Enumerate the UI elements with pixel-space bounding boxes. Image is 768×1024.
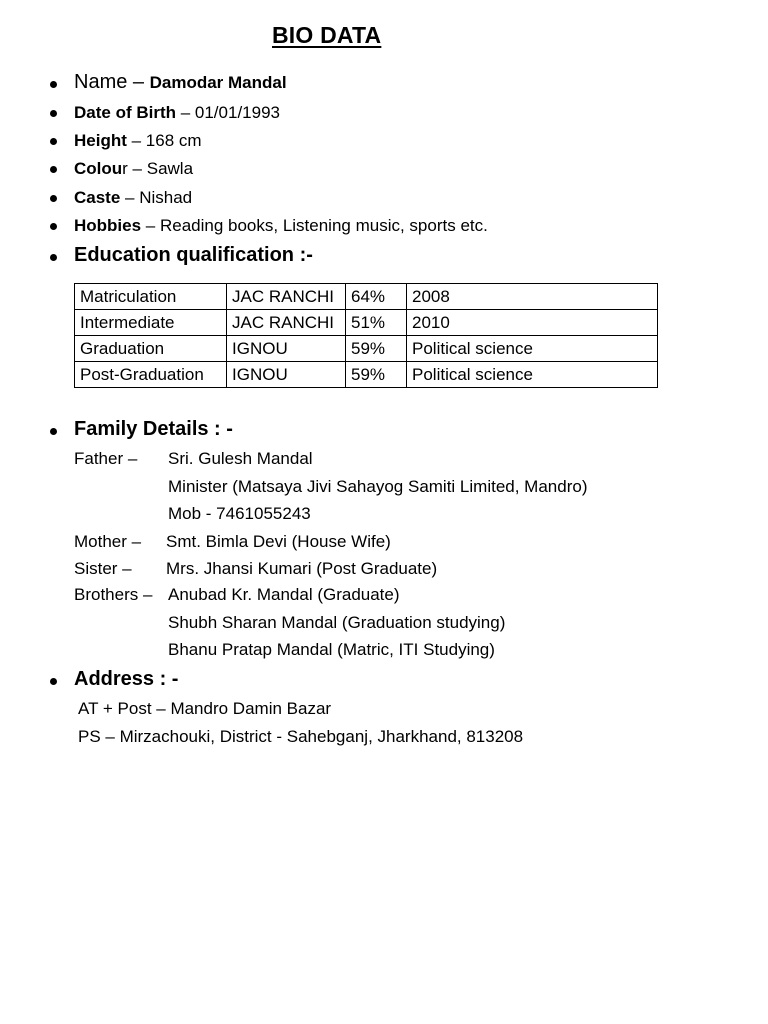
table-cell: Political science (407, 362, 658, 388)
name-separator: – (127, 71, 150, 93)
table-cell: Political science (407, 336, 658, 362)
table-row (75, 310, 658, 336)
bullet-icon (50, 428, 57, 435)
name-row (74, 71, 287, 94)
table-cell: Graduation (75, 336, 227, 362)
colour-label: Colou (74, 159, 123, 178)
brothers-label: Brothers – (74, 585, 153, 604)
table-cell: 51% (346, 310, 407, 336)
table-cell: IGNOU (227, 362, 346, 388)
height-value: – 168 cm (126, 131, 202, 150)
hobbies-label: Hobbies (74, 216, 142, 235)
table-cell: 2008 (407, 284, 658, 310)
sister-name: Mrs. Jhansi Kumari (Post Graduate) (166, 559, 438, 578)
mother-name: Smt. Bimla Devi (House Wife) (166, 532, 391, 551)
dob-value: – 01/01/1993 (176, 103, 280, 122)
caste-row (74, 188, 192, 208)
table-cell: Post-Graduation (75, 362, 227, 388)
bullet-icon (50, 678, 57, 685)
page-title: BIO DATA (272, 22, 382, 48)
hobbies-row (74, 216, 488, 236)
name-value: Damodar Mandal (149, 73, 287, 92)
height-row (74, 131, 202, 151)
address-heading: Address : - (74, 668, 179, 690)
education-table (74, 283, 658, 388)
father-label: Father – (74, 449, 138, 468)
sister-label: Sister – (74, 559, 132, 578)
address-line: PS – Mirzachouki, District - Sahebganj, Jharkhand, 813208 (78, 727, 524, 746)
mother-label: Mother – (74, 532, 142, 551)
table-cell: JAC RANCHI (227, 310, 346, 336)
table-cell: 64% (346, 284, 407, 310)
table-row (75, 362, 658, 388)
bullet-icon (50, 254, 57, 261)
education-heading: Education qualification :- (74, 244, 313, 266)
table-cell: IGNOU (227, 336, 346, 362)
bullet-icon (50, 223, 57, 230)
bullet-icon (50, 110, 57, 117)
bullet-icon (50, 81, 57, 88)
height-label: Height (74, 131, 127, 150)
dob-label: Date of Birth (74, 103, 176, 122)
colour-label-suffix: r (122, 159, 128, 178)
father-mobile: Mob - 7461055243 (168, 504, 311, 523)
table-cell: 2010 (407, 310, 658, 336)
table-row (75, 284, 658, 310)
father-name: Sri. Gulesh Mandal (168, 449, 313, 468)
hobbies-value: – Reading books, Listening music, sports etc. (141, 216, 488, 235)
brother-item: Anubad Kr. Mandal (Graduate) (168, 585, 400, 604)
table-cell: 59% (346, 336, 407, 362)
brother-item: Bhanu Pratap Mandal (Matric, ITI Studying) (168, 640, 495, 659)
bullet-icon (50, 195, 57, 202)
caste-label: Caste (74, 188, 121, 207)
colour-row (74, 159, 193, 179)
bullet-icon (50, 138, 57, 145)
table-row (75, 336, 658, 362)
address-line: AT + Post – Mandro Damin Bazar (78, 699, 332, 718)
dob-row (74, 103, 280, 123)
family-heading: Family Details : - (74, 418, 233, 440)
name-label: Name (74, 71, 128, 93)
brother-item: Shubh Sharan Mandal (Graduation studying) (168, 613, 506, 632)
caste-value: – Nishad (120, 188, 193, 207)
colour-value: – Sawla (127, 159, 194, 178)
table-cell: Matriculation (75, 284, 227, 310)
bullet-icon (50, 166, 57, 173)
table-cell: Intermediate (75, 310, 227, 336)
table-cell: 59% (346, 362, 407, 388)
father-role: Minister (Matsaya Jivi Sahayog Samiti Limited, Mandro) (168, 477, 588, 496)
table-cell: JAC RANCHI (227, 284, 346, 310)
